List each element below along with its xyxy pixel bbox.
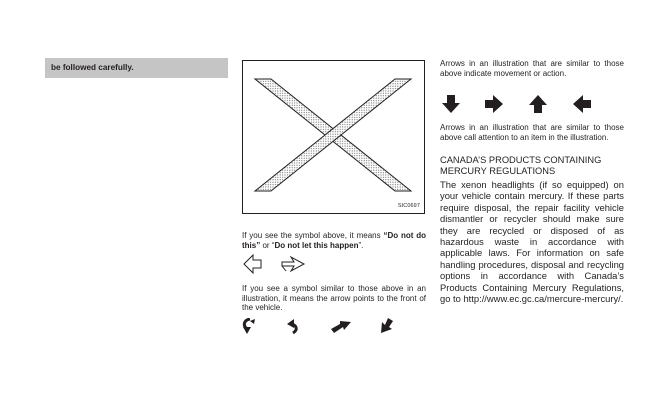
arrow-left-icon [572, 94, 592, 114]
angled-arrow-down-icon [379, 317, 395, 335]
arrow-right-icon [484, 94, 504, 114]
angled-arrow-right-icon [330, 318, 352, 334]
arrow-down-icon [441, 94, 461, 114]
mercury-regulations-body: The xenon headlights (if so equipped) on your vehicle contain mercury. If these parts require disposal, the repair facility vehicle dismantler or recycler should make sure they are recycled or disposed of as hazardous waste in accordance with applicable laws. For information on safe handling procedures, disposal and recycling options in accordance with Canada’s Products Containing Mercury Regulations, go to http://www.ec.gc.ca/mercure-mercury/. [440, 179, 624, 305]
outline-arrow-left-icon [243, 254, 263, 274]
para1-text-mid: or “ [260, 240, 275, 250]
arrow-up-icon [528, 94, 548, 114]
section-heading: CANADA’S PRODUCTS CONTAINING MERCURY REGULATIONS [440, 155, 602, 176]
curved-arrow-up-icon [286, 318, 302, 336]
para1-quote-1: “Do not do this” [242, 231, 427, 250]
warning-continuation-bar [45, 58, 228, 78]
para1-text: If you see the symbol above, it means [242, 231, 384, 240]
figure-code: SIC0697 [397, 203, 420, 209]
warning-continuation-text: be followed carefully. [51, 63, 134, 72]
symbol-meaning-paragraph [242, 231, 426, 250]
movement-arrows-paragraph: Arrows in an illustration that are similar to those above indicate movement or action. [440, 59, 624, 78]
para1-quote-2: Do not let this happen [274, 240, 359, 250]
curved-arrow-down-icon [241, 318, 257, 336]
prohibition-figure [242, 60, 425, 214]
outline-arrow-front-right-icon [280, 255, 306, 273]
front-arrow-paragraph: If you see a symbol similar to those above in an illustration, it means the arrow points to the front of the vehicle. [242, 284, 426, 312]
attention-arrows-paragraph: Arrows in an illustration that are similar to those above call attention to an item in the illustration. [440, 123, 624, 142]
para1-text-end: ”. [358, 240, 364, 250]
prohibition-x-icon [243, 61, 424, 213]
